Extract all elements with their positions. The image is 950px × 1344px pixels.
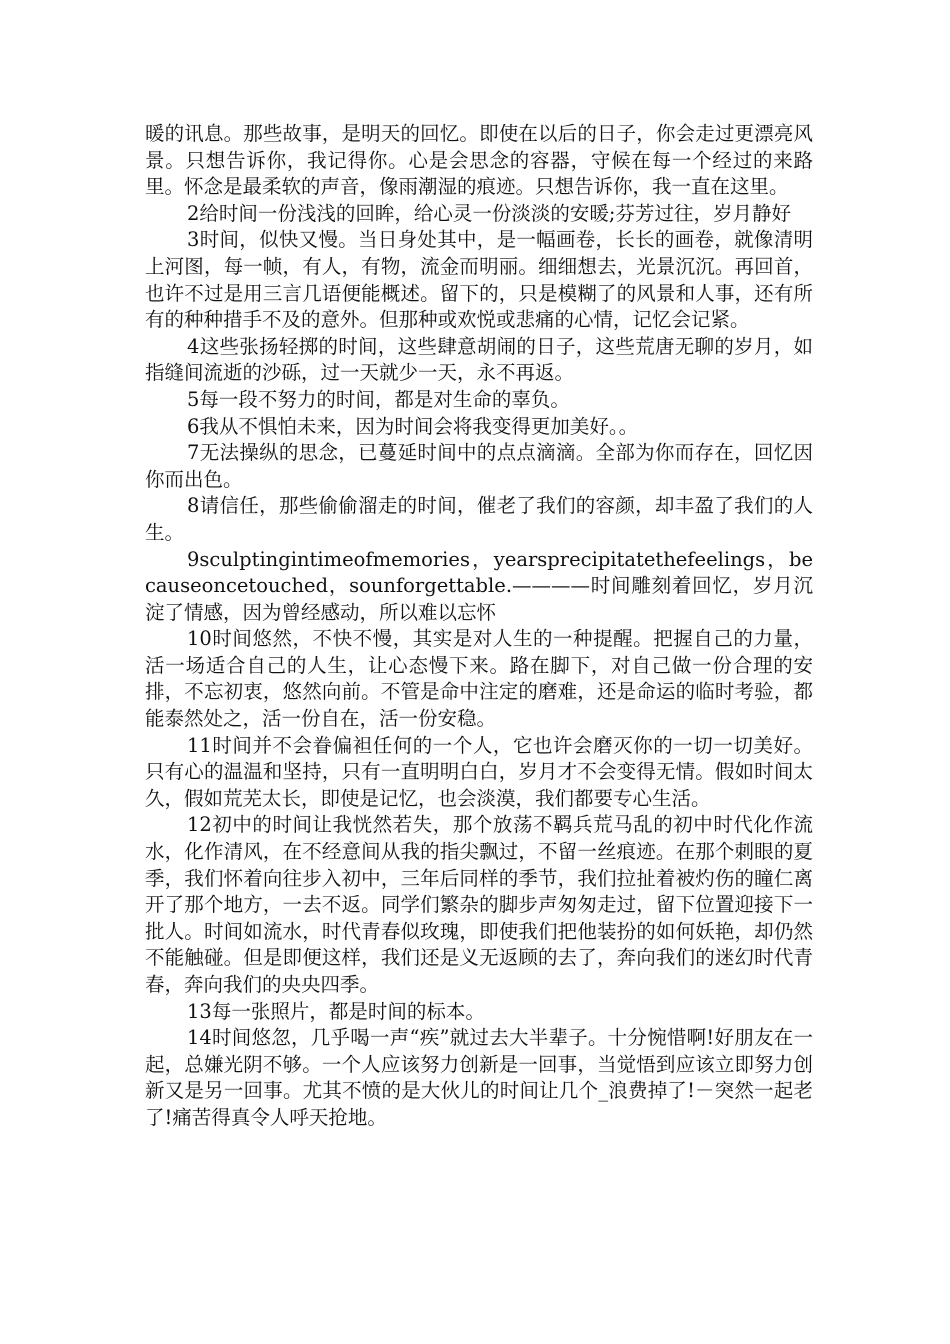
paragraph-7: 7无法操纵的思念，已蔓延时间中的点点滴滴。全部为你而存在，回忆因你而出色。 — [145, 441, 813, 491]
paragraph-2: 2给时间一份浅浅的回眸，给心灵一份淡淡的安暖;芬芳过往，岁月静好 — [187, 201, 791, 225]
paragraph-5: 5每一段不努力的时间，都是对生命的辜负。 — [187, 387, 570, 411]
paragraph-6: 6我从不惧怕未来，因为时间会将我变得更加美好。。 — [187, 414, 639, 438]
paragraph-4: 4这些张扬轻掷的时间，这些肆意胡闹的日子，这些荒唐无聊的岁月，如指缝间流逝的沙砾，过一天就少一天，永不再返。 — [145, 334, 813, 385]
paragraph-8: 8请信任，那些偷偷溜走的时间，催老了我们的容颜，却丰盈了我们的人生。 — [145, 494, 813, 544]
paragraph-13: 13每一张照片，都是时间的标本。 — [187, 999, 485, 1023]
document-body — [145, 121, 813, 1132]
paragraph-3: 3时间，似快又慢。当日身处其中，是一幅画卷，长长的画卷，就像清明上河图，每一帧，有人，有物，流金而明丽。细细想去，光景沉沉。再回首，也许不过是用三言几语便能概述。留下的，只是模糊了的风景和人事，还有所有的种种措手不及的意外。但那种或欢悦或悲痛的心情，记忆会记紧。 — [145, 228, 813, 332]
paragraph-0: 暖的讯息。那些故事，是明天的回忆。即使在以后的日子，你会走过更漂亮风景。只想告诉你，我记得你。心是会思念的容器，守候在每一个经过的来路里。怀念是最柔软的声音，像雨潮湿的痕迹。只想告诉你，我一直在这里。 — [145, 122, 813, 199]
paragraph-12: 12初中的时间让我恍然若失，那个放荡不羁兵荒马乱的初中时代化作流水，化作清风，在不经意间从我的指尖飘过，不留一丝痕迹。在那个刺眼的夏季，我们怀着向往步入初中，三年后同样的季节，我们拉扯着被灼伤的瞳仁离开了那个地方，一去不返。同学们繁杂的脚步声匆匆走过，留下位置迎接下一批人。时间如流水，时代青春似玫瑰，即使我们把他装扮的如何妖艳，却仍然不能触碰。但是即便这样，我们还是义无返顾的去了，奔向我们的迷幻时代青春，奔向我们的央央四季。 — [145, 813, 813, 996]
paragraph-14: 14时间悠忽，几乎喝一声“疾”就过去大半辈子。十分惋惜啊!好朋友在一起，总嫌光阴不够。一个人应该努力创新是一回事，当觉悟到应该立即努力创新又是另一回事。尤其不愤的是大伙儿的时间让几个_浪费掉了!－突然一起老了!痛苦得真令人呼天抢地。 — [145, 1026, 813, 1129]
paragraph-11: 11时间并不会眷偏袒任何的一个人，它也许会磨灭你的一切一切美好。只有心的温温和坚持，只有一直明明白白，岁月才不会变得无情。假如时间太久，假如荒芜太长，即使是记忆，也会淡漠，我们都要专心生活。 — [145, 733, 813, 810]
paragraph-10: 10时间悠然，不快不慢，其实是对人生的一种提醒。把握自己的力量，活一场适合自己的人生，让心态慢下来。路在脚下，对自己做一份合理的安排，不忘初衷，悠然向前。不管是命中注定的磨难，还是命运的临时考验，都能泰然处之，活一份自在，活一份安稳。 — [145, 627, 813, 731]
paragraph-9: 9sculptingintimeofmemories，yearsprecipitatethefeelings，becauseoncetouched，sounforgettable.————时间雕刻着回忆，岁月沉淀了情感，因为曾经感动，所以难以忘怀 — [145, 547, 813, 624]
